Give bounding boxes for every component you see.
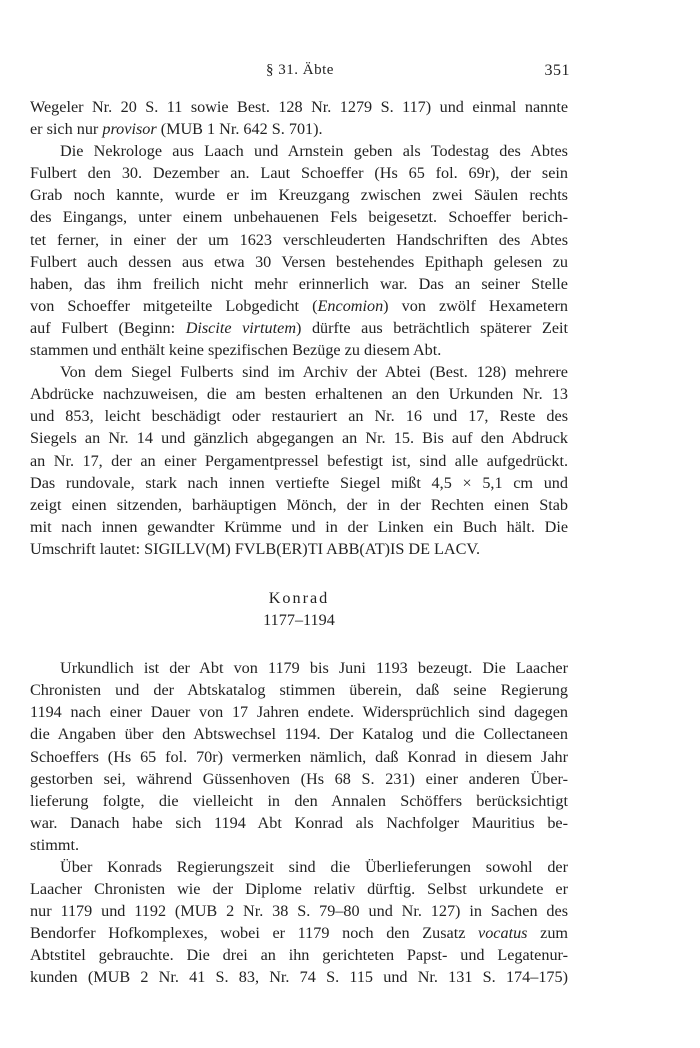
heading-years: 1177–1194 — [263, 611, 335, 630]
text-line: die Angaben über den Abtswechsel 1194. Der Katalog und die Collectaneen — [30, 725, 568, 744]
text-line: Urkundlich ist der Abt von 1179 bis Juni 1193 bezeugt. Die Laacher — [60, 659, 568, 678]
text-line: er sich nur provisor (MUB 1 Nr. 642 S. 701). — [30, 120, 323, 139]
text-line: Fulbert den 30. Dezember an. Laut Schoeffer (Hs 65 fol. 69r), der sein — [30, 164, 568, 183]
text-line: nur 1179 und 1192 (MUB 2 Nr. 38 S. 79–80 und Nr. 127) in Sachen des — [30, 902, 568, 921]
paragraph-konrad-reign — [30, 856, 568, 989]
text-line: Chronisten und der Abtskatalog stimmen überein, daß seine Regierung — [30, 681, 568, 700]
text-line: kunden (MUB 2 Nr. 41 S. 83, Nr. 74 S. 115 und Nr. 131 S. 174–175) — [30, 968, 568, 987]
paragraph-konrad-dates — [30, 657, 568, 856]
text-line: Von dem Siegel Fulberts sind im Archiv der Abtei (Best. 128) mehrere — [60, 363, 568, 382]
text-line: haben, das ihm freilich nicht mehr erinnerlich war. Das an seiner Stelle — [30, 274, 568, 293]
text-line: zeigt einen sitzenden, barhäuptigen Mönch, der in der Rechten einen Stab — [30, 495, 568, 514]
text-line: Grab noch kannte, wurde er im Kreuzgang zwischen zwei Säulen rechts — [30, 186, 568, 205]
text-line: Wegeler Nr. 20 S. 11 sowie Best. 128 Nr. 1279 S. 117) und einmal nannte — [30, 98, 568, 116]
text-line: an Nr. 17, der an einer Pergamentpressel befestigt ist, sind alle aufgedrückt. — [30, 451, 568, 470]
text-line: Über Konrads Regierungszeit sind die Überlieferungen sowohl der — [60, 858, 568, 876]
text-line: stimmt. — [30, 835, 80, 854]
italic-term: Encomion — [317, 296, 384, 315]
text-line: tet ferner, in einer der um 1623 verschleuderten Handschriften des Abtes — [30, 230, 568, 249]
text-line: Umschrift lautet: SIGILLV(M) FVLB(ER)TI ABB(AT)IS DE LACV. — [30, 539, 481, 558]
text-line: auf Fulbert (Beginn: Discite virtutem) dürfte aus beträchtlich späterer Zeit — [30, 318, 569, 337]
text-line: Laacher Chronisten wie der Diplome relativ dürftig. Selbst urkundete er — [30, 880, 568, 899]
abbot-heading — [30, 587, 568, 631]
paragraph-continued — [30, 96, 568, 140]
italic-term: Discite virtutem — [185, 318, 297, 337]
text-line: Die Nekrologe aus Laach und Arnstein geben als Todestag des Abtes — [60, 142, 568, 161]
italic-term: provisor — [102, 120, 157, 139]
paragraph-death-burial — [30, 140, 568, 361]
paragraph-seal — [30, 361, 568, 560]
text-line: stammen und enthält keine spezifischen Bezüge zu diesem Abt. — [30, 341, 442, 360]
text-line: von Schoeffer mitgeteilte Lobgedicht (Encomion) von zwölf Hexametern — [30, 296, 569, 315]
page-number: 351 — [544, 62, 570, 79]
text-line: Das rundovale, stark nach innen vertiefte Siegel mißt 4,5 × 5,1 cm und — [30, 473, 568, 492]
heading-name: Konrad — [268, 588, 330, 607]
text-line: Fulbert auch dessen aus etwa 30 Versen bestehendes Epithaph gelesen zu — [30, 252, 568, 271]
text-line: war. Danach habe sich 1194 Abt Konrad als Nachfolger Mauritius be- — [30, 813, 568, 832]
italic-term: vocatus — [478, 924, 528, 943]
text-line: lieferung folgte, die vielleicht in den Annalen Schöffers berücksichtigt — [30, 791, 568, 810]
body-text — [30, 96, 568, 989]
text-line: gestorben sei, während Güssenhoven (Hs 68 S. 231) einer anderen Über- — [30, 769, 568, 788]
text-line: Siegels an Nr. 14 und gänzlich abgegangen an Nr. 15. Bis auf den Abdruck — [30, 429, 568, 448]
text-line: Abtstitel gebrauchte. Die drei an ihn gerichteten Papst- und Legatenur- — [30, 946, 568, 965]
text-line: Abdrücke nachzuweisen, die am besten erhaltenen an den Urkunden Nr. 13 — [30, 385, 568, 404]
text-line: 1194 nach einer Dauer von 17 Jahren endete. Widersprüchlich sind dagegen — [30, 703, 568, 722]
text-line: Bendorfer Hofkomplexes, wobei er 1179 noch den Zusatz vocatus zum — [30, 924, 568, 943]
text-line: des Eingangs, unter einem unbehauenen Fels beigesetzt. Schoeffer berich- — [30, 208, 568, 227]
text-line: mit nach innen gewandter Krümme und in der Linken ein Buch hält. Die — [30, 517, 568, 536]
text-line: Schoeffers (Hs 65 fol. 70r) vermerken nämlich, daß Konrad in diesem Jahr — [30, 747, 568, 766]
section-title: § 31. Äbte — [266, 62, 334, 78]
text-line: und 853, leicht beschädigt oder restauriert an Nr. 16 und 17, Reste des — [30, 407, 568, 426]
